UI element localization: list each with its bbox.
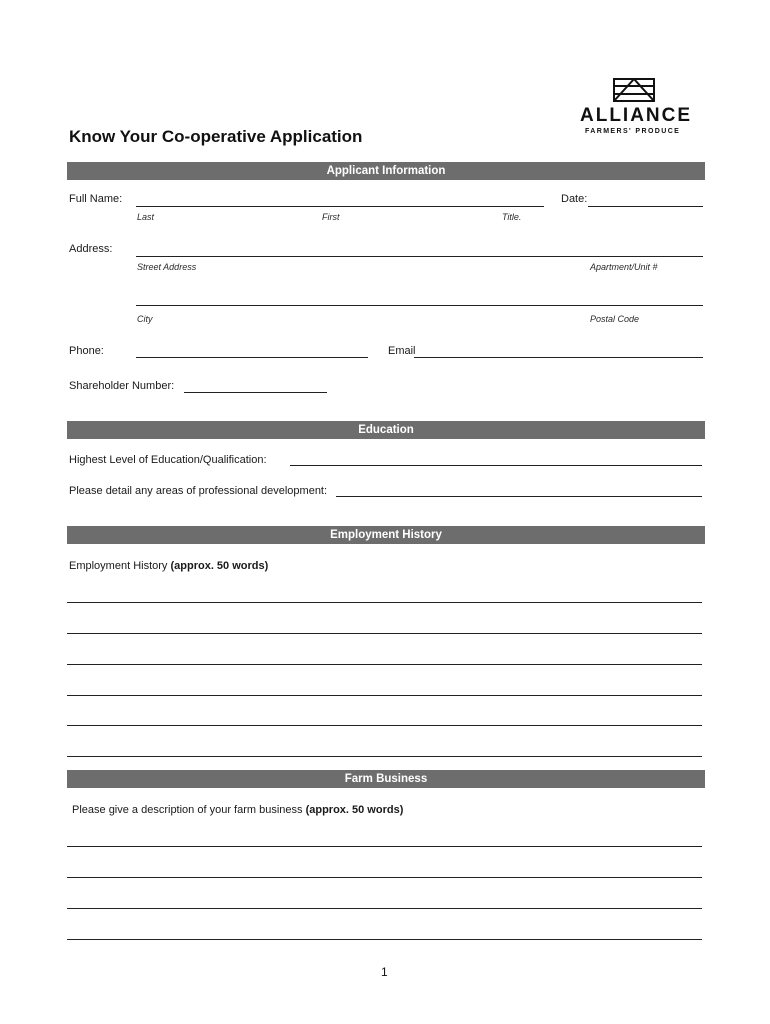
professional-development-field[interactable]: [336, 496, 702, 497]
employment-line-3[interactable]: [67, 664, 702, 665]
alliance-logo: [576, 76, 696, 138]
employment-line-6[interactable]: [67, 756, 702, 757]
farm-business-line-3[interactable]: [67, 908, 702, 909]
page-number: 1: [381, 965, 388, 979]
shareholder-number-label: Shareholder Number:: [69, 380, 175, 392]
highest-education-label: Highest Level of Education/Qualification:: [69, 454, 267, 466]
section-header-farm-business: Farm Business: [67, 770, 705, 788]
employment-line-1[interactable]: [67, 602, 702, 603]
city-postal-field[interactable]: [136, 305, 703, 306]
employment-prompt-text: Employment History: [69, 560, 171, 572]
employment-line-5[interactable]: [67, 725, 702, 726]
highest-education-field[interactable]: [290, 465, 702, 466]
city-hint: City: [137, 314, 153, 324]
employment-word-limit: (approx. 50 words): [170, 560, 269, 572]
farm-business-line-4[interactable]: [67, 939, 702, 940]
email-label: Email: [388, 345, 416, 357]
farm-business-prompt-text: Please give a description of your farm business: [72, 804, 306, 816]
section-header-employment: Employment History: [67, 526, 705, 544]
logo-tagline: FARMERS' PRODUCE: [585, 128, 681, 135]
shareholder-number-field[interactable]: [184, 392, 327, 393]
last-name-hint: Last: [137, 212, 155, 222]
address-label: Address:: [69, 243, 113, 255]
farm-business-prompt: [72, 804, 403, 816]
farm-business-line-2[interactable]: [67, 877, 702, 878]
apartment-hint: Apartment/Unit #: [590, 262, 658, 272]
postal-code-hint: Postal Code: [590, 314, 640, 324]
page-title: Know Your Co-operative Application: [69, 127, 363, 146]
street-address-hint: Street Address: [137, 262, 197, 272]
email-field[interactable]: [414, 357, 703, 358]
full-name-field[interactable]: [136, 206, 544, 207]
farm-business-line-1[interactable]: [67, 846, 702, 847]
first-name-hint: First: [322, 212, 340, 222]
logo-wordmark: ALLIANCE: [580, 105, 693, 126]
street-address-field[interactable]: [136, 256, 703, 257]
farm-business-word-limit: (approx. 50 words): [305, 804, 404, 816]
barn-gate-icon: [613, 78, 655, 102]
employment-line-2[interactable]: [67, 633, 702, 634]
professional-development-label: Please detail any areas of professional development:: [69, 485, 328, 497]
employment-line-4[interactable]: [67, 695, 702, 696]
section-header-education: Education: [67, 421, 705, 439]
date-label: Date:: [561, 193, 588, 205]
full-name-label: Full Name:: [69, 193, 123, 205]
phone-label: Phone:: [69, 345, 104, 357]
employment-prompt: [69, 560, 268, 572]
section-header-applicant: Applicant Information: [67, 162, 705, 180]
phone-field[interactable]: [136, 357, 368, 358]
title-hint: Title.: [502, 212, 522, 222]
date-field[interactable]: [588, 206, 703, 207]
